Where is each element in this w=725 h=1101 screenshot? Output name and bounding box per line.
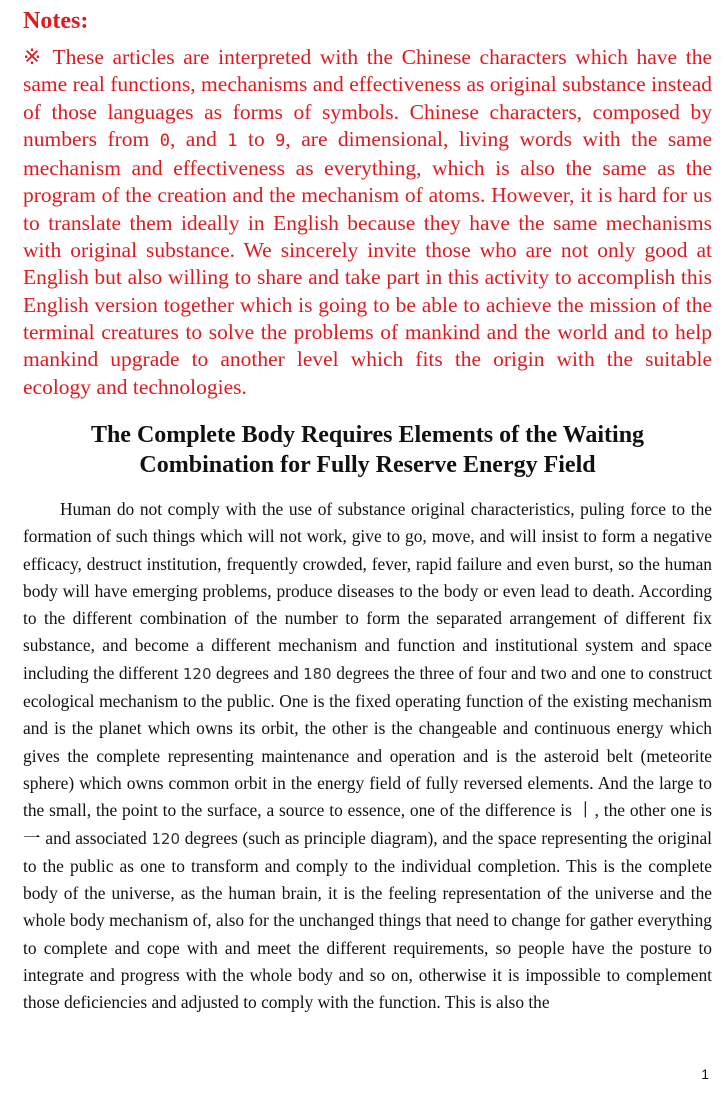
vertical-stroke-symbol: 丨 [576,800,595,821]
title-line-2: Combination for Fully Reserve Energy Field [139,452,596,478]
number-120: 120 [182,664,212,683]
body-paragraph: Human do not comply with the use of substance original characteristics, puling force to the formation of such things which will not work, give to go, move, and will insist to form a negative efficacy, destruct institution, frequently crowded, fever, rapid failure and even burst, so the human body will have emerging problems, produce diseases to the body or even lead to death. According to the different combination of the number to form the separated arrangement of different fix substance, and become a different mechanism and function and institutional system and space including the different 120 degrees and 180 degrees the three of four and two and one to construct ecological mechanism to the public. One is the fixed operating function of the existing mechanism and is the planet which owns its orbit, the other is the changeable and continuous energy which gives the complete representing maintenance and operation and is the asteroid belt (meteorite sphere) which owns common orbit in the energy field of fully reversed elements. And the large to the small, the point to the surface, a source to essence, one of the difference is 丨, the other one is 一 and associated 120 degrees (such as principle diagram), and the space representing the original to the public as one to transform and comply to the individual completion. This is the complete body of the universe, as the human brain, it is the feeling representation of the universe and the whole body mechanism of, also for the unchanged things that need to change for gather everything to complete and cope with and meet the different requirements, so people have the posture to integrate and progress with the whole body and so on, otherwise it is impossible to complement those deficiencies and adjusted to comply with the function. This is also the [23,499,712,1013]
number-180: 180 [303,664,332,683]
digit-nine: 9 [275,130,286,151]
reference-mark: ※ [23,45,45,69]
horizontal-stroke-symbol: 一 [23,827,41,848]
notes-paragraph: ※ These articles are interpreted with the Chinese characters which have the same real functions, mechanisms and effectiveness as original substance instead of those languages as forms of symbols. Chinese characters, composed by numbers from 0, and 1 to 9, are dimensional, living words with the same mechanism and effectiveness as everything, which is also the same as the program of the creation and the mechanism of atoms. However, it is hard for us to translate them ideally in English because they have the same mechanisms with original substance. We sincerely invite those who are not only good at English but also willing to share and take part in this activity to accomplish this English version together which is going to be able to achieve the mission of the terminal creatures to solve the problems of mankind and the world and to help mankind upgrade to another level which fits the origin with the suitable ecology and technologies. [23,45,713,399]
digit-one: 1 [227,130,238,151]
notes-heading: Notes: [23,8,89,34]
page-number: 1 [701,1066,709,1082]
document-title [40,420,695,480]
digit-zero: 0 [159,130,170,151]
title-line-1: The Complete Body Requires Elements of the Waiting [90,422,645,448]
number-120: 120 [151,829,181,848]
